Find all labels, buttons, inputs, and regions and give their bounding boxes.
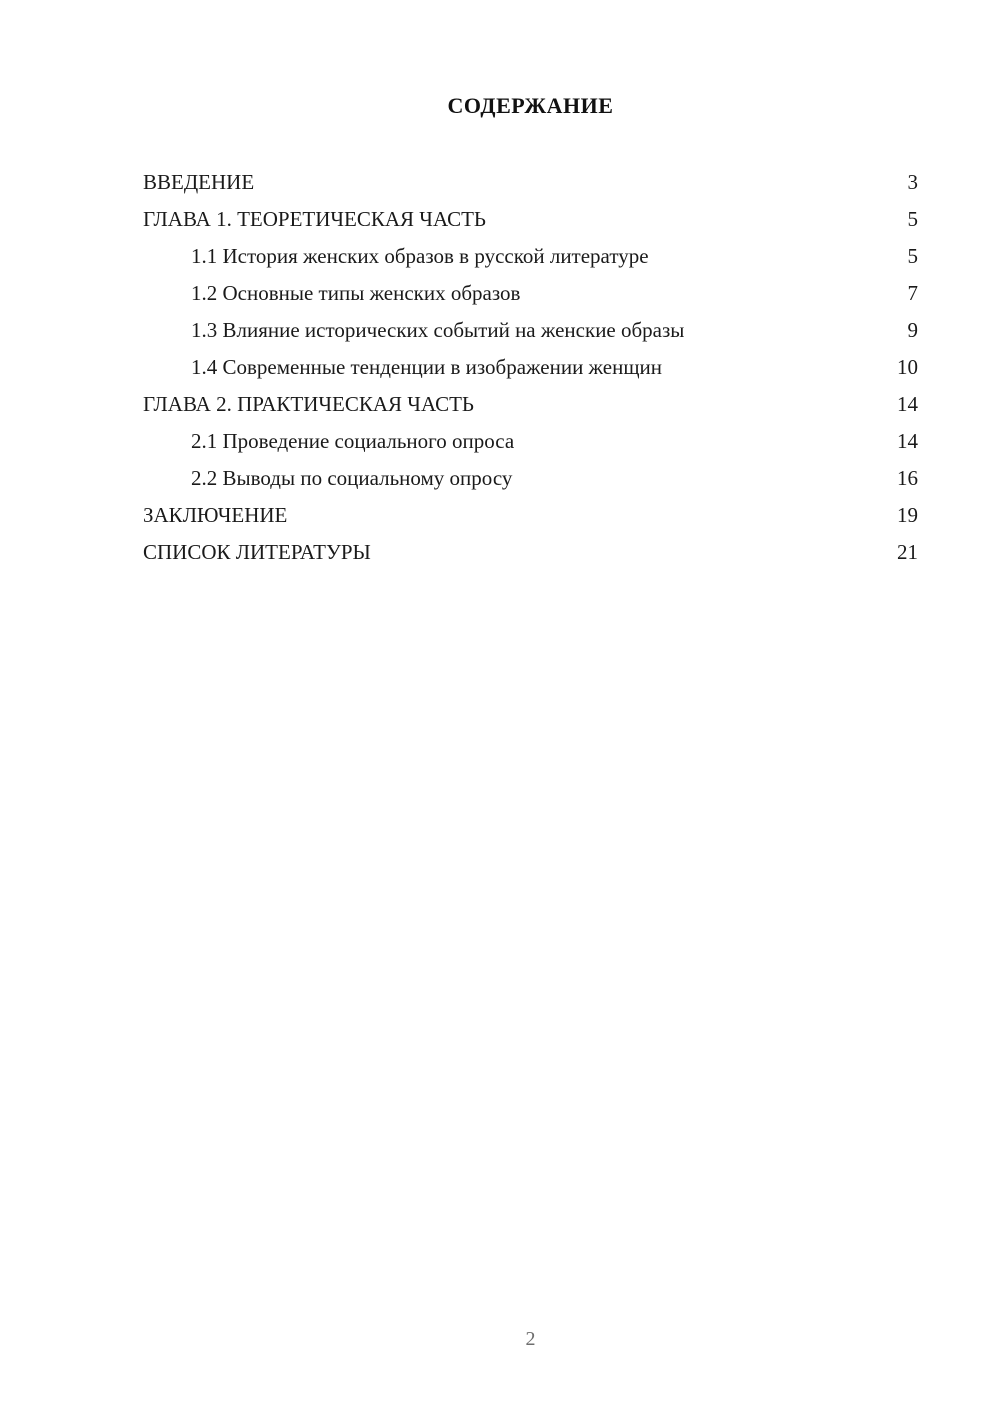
toc-row <box>143 534 918 571</box>
toc-row <box>143 386 918 423</box>
table-of-contents <box>143 164 918 571</box>
toc-entry-label: 2.1 Проведение социального опроса <box>191 429 515 453</box>
toc-entry-label: 2.2 Выводы по социальному опросу <box>191 466 513 490</box>
toc-entry-label: 1.3 Влияние исторических событий на женские образы <box>191 318 685 342</box>
toc-row <box>143 238 918 275</box>
toc-row <box>143 460 918 497</box>
toc-entry-label: ГЛАВА 2. ПРАКТИЧЕСКАЯ ЧАСТЬ <box>143 392 474 416</box>
toc-entry-label: ВВЕДЕНИЕ <box>143 170 255 194</box>
toc-entry-page: 3 <box>907 170 918 194</box>
toc-entry-label: 1.4 Современные тенденции в изображении женщин <box>191 355 662 379</box>
toc-entry-label: ГЛАВА 1. ТЕОРЕТИЧЕСКАЯ ЧАСТЬ <box>143 207 486 231</box>
toc-entry-page: 5 <box>907 207 918 231</box>
toc-entry-page: 10 <box>897 355 918 379</box>
toc-row <box>143 349 918 386</box>
toc-entry-label: ЗАКЛЮЧЕНИЕ <box>143 503 288 527</box>
toc-row <box>143 497 918 534</box>
toc-entry-page: 9 <box>907 318 918 342</box>
toc-entry-label: 1.2 Основные типы женских образов <box>191 281 521 305</box>
toc-entry-label: 1.1 История женских образов в русской литературе <box>191 244 649 268</box>
toc-entry-page: 14 <box>897 429 918 453</box>
toc-entry-page: 5 <box>907 244 918 268</box>
toc-row <box>143 275 918 312</box>
toc-row <box>143 164 918 201</box>
toc-entry-label: СПИСОК ЛИТЕРАТУРЫ <box>143 540 371 564</box>
toc-entry-page: 19 <box>897 503 918 527</box>
toc-row <box>143 312 918 349</box>
toc-entry-page: 14 <box>897 392 918 416</box>
page-title: СОДЕРЖАНИЕ <box>447 93 614 118</box>
page-number: 2 <box>525 1328 536 1350</box>
toc-entry-page: 7 <box>907 281 918 305</box>
toc-entry-page: 21 <box>897 540 918 564</box>
toc-entry-page: 16 <box>897 466 918 490</box>
toc-row <box>143 201 918 238</box>
toc-row <box>143 423 918 460</box>
